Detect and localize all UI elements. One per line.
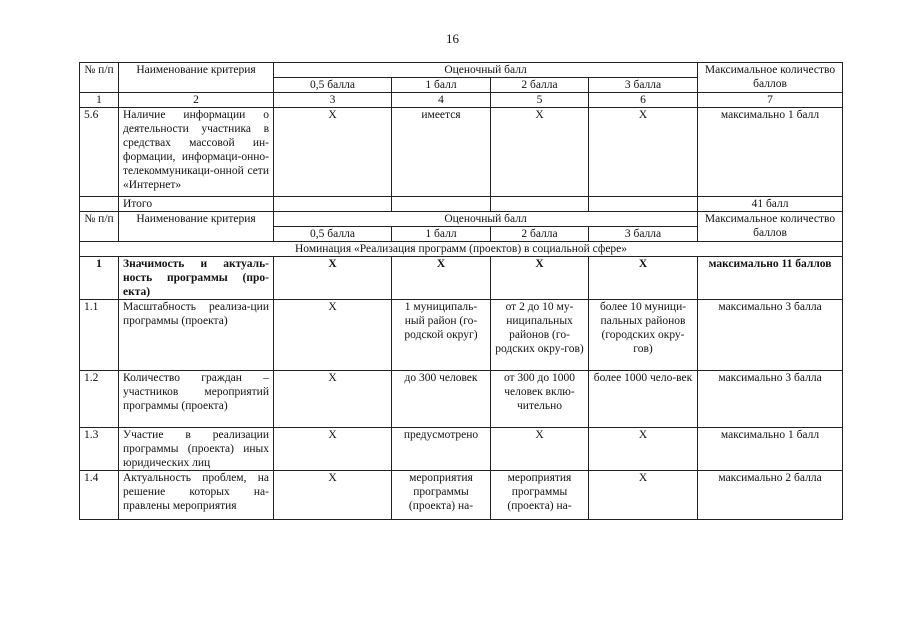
header-score-05: 0,5 балла — [274, 227, 392, 242]
header-score-05: 0,5 балла — [274, 78, 392, 93]
header-criterion-name: Наименование критерия — [119, 63, 274, 93]
header-num: № п/п — [80, 212, 119, 242]
score-2-cell: от 2 до 10 му-ниципальных районов (го-родских окру-гов) — [491, 300, 589, 371]
score-1-cell: мероприятия программы (проекта) на- — [392, 471, 491, 520]
criterion-name: Актуальность проблем, на решение которых на-правлены мероприятия — [119, 471, 274, 520]
max-score-cell: максимально 2 балла — [698, 471, 843, 520]
score-05-cell: Х — [274, 428, 392, 471]
total-row — [80, 197, 843, 212]
score-05-cell: Х — [274, 257, 392, 300]
header-max-score: Максимальное количество баллов — [698, 212, 843, 242]
score-3-cell: Х — [589, 257, 698, 300]
total-label: Итого — [119, 197, 274, 212]
table-row — [80, 257, 843, 300]
row-number: 5.6 — [80, 108, 119, 197]
table-row — [80, 108, 843, 197]
row-number: 1.2 — [80, 371, 119, 428]
header-max-score: Максимальное количество баллов — [698, 63, 843, 93]
score-2-cell: Х — [491, 428, 589, 471]
score-05-cell: Х — [274, 471, 392, 520]
score-1-cell: 1 муниципаль-ный район (го-родской округ) — [392, 300, 491, 371]
table-row — [80, 300, 843, 371]
score-1-cell: предусмотрено — [392, 428, 491, 471]
table-row — [80, 428, 843, 471]
row-number: 1.3 — [80, 428, 119, 471]
header-score: Оценочный балл — [274, 212, 698, 227]
row-number: 1.1 — [80, 300, 119, 371]
column-index: 1 — [80, 93, 119, 108]
column-index: 6 — [589, 93, 698, 108]
score-05-cell: Х — [274, 371, 392, 428]
header-score-3: 3 балла — [589, 78, 698, 93]
header-score-1: 1 балл — [392, 227, 491, 242]
score-1-cell: до 300 человек — [392, 371, 491, 428]
criterion-name: Наличие информации о деятельности участника в средствах массовой ин-формации, информаци-онно-телекоммуникаци-онной сети «Интернет» — [119, 108, 274, 197]
max-score-cell: максимально 11 баллов — [698, 257, 843, 300]
table-row — [80, 371, 843, 428]
score-2-cell: Х — [491, 108, 589, 197]
score-3-cell: Х — [589, 428, 698, 471]
max-score-cell: максимально 3 балла — [698, 371, 843, 428]
column-index: 3 — [274, 93, 392, 108]
column-index-row — [80, 93, 843, 108]
column-index: 2 — [119, 93, 274, 108]
nomination-title: Номинация «Реализация программ (проектов) в социальной сфере» — [80, 242, 843, 257]
score-3-cell: Х — [589, 108, 698, 197]
score-3-cell: Х — [589, 471, 698, 520]
score-2-cell: Х — [491, 257, 589, 300]
table-row — [80, 471, 843, 520]
criterion-name: Значимость и актуаль-ность программы (про-екта) — [119, 257, 274, 300]
criterion-name: Участие в реализации программы (проекта) иных юридических лиц — [119, 428, 274, 471]
header-criterion-name: Наименование критерия — [119, 212, 274, 242]
total-value: 41 балл — [698, 197, 843, 212]
criterion-name: Количество граждан – участников мероприятий программы (проекта) — [119, 371, 274, 428]
header-score-2: 2 балла — [491, 78, 589, 93]
header-num: № п/п — [80, 63, 119, 93]
score-3-cell: более 10 муници-пальных районов (городских окру-гов) — [589, 300, 698, 371]
criteria-table — [79, 62, 843, 520]
max-score-cell: максимально 3 балла — [698, 300, 843, 371]
criterion-name: Масштабность реализа-ции программы (проекта) — [119, 300, 274, 371]
max-score-cell: максимально 1 балл — [698, 428, 843, 471]
score-1-cell: имеется — [392, 108, 491, 197]
score-1-cell: Х — [392, 257, 491, 300]
score-2-cell: от 300 до 1000 человек вклю-чительно — [491, 371, 589, 428]
header-score: Оценочный балл — [274, 63, 698, 78]
column-index: 5 — [491, 93, 589, 108]
score-05-cell: Х — [274, 108, 392, 197]
column-index: 7 — [698, 93, 843, 108]
score-2-cell: мероприятия программы (проекта) на- — [491, 471, 589, 520]
page-number: 16 — [446, 31, 459, 46]
nomination-row — [80, 242, 843, 257]
score-3-cell: более 1000 чело-век — [589, 371, 698, 428]
score-05-cell: Х — [274, 300, 392, 371]
header-row — [80, 63, 843, 78]
column-index: 4 — [392, 93, 491, 108]
header-score-3: 3 балла — [589, 227, 698, 242]
row-number: 1 — [80, 257, 119, 300]
header-score-2: 2 балла — [491, 227, 589, 242]
header-row-repeat — [80, 212, 843, 227]
row-number: 1.4 — [80, 471, 119, 520]
header-score-1: 1 балл — [392, 78, 491, 93]
max-score-cell: максимально 1 балл — [698, 108, 843, 197]
